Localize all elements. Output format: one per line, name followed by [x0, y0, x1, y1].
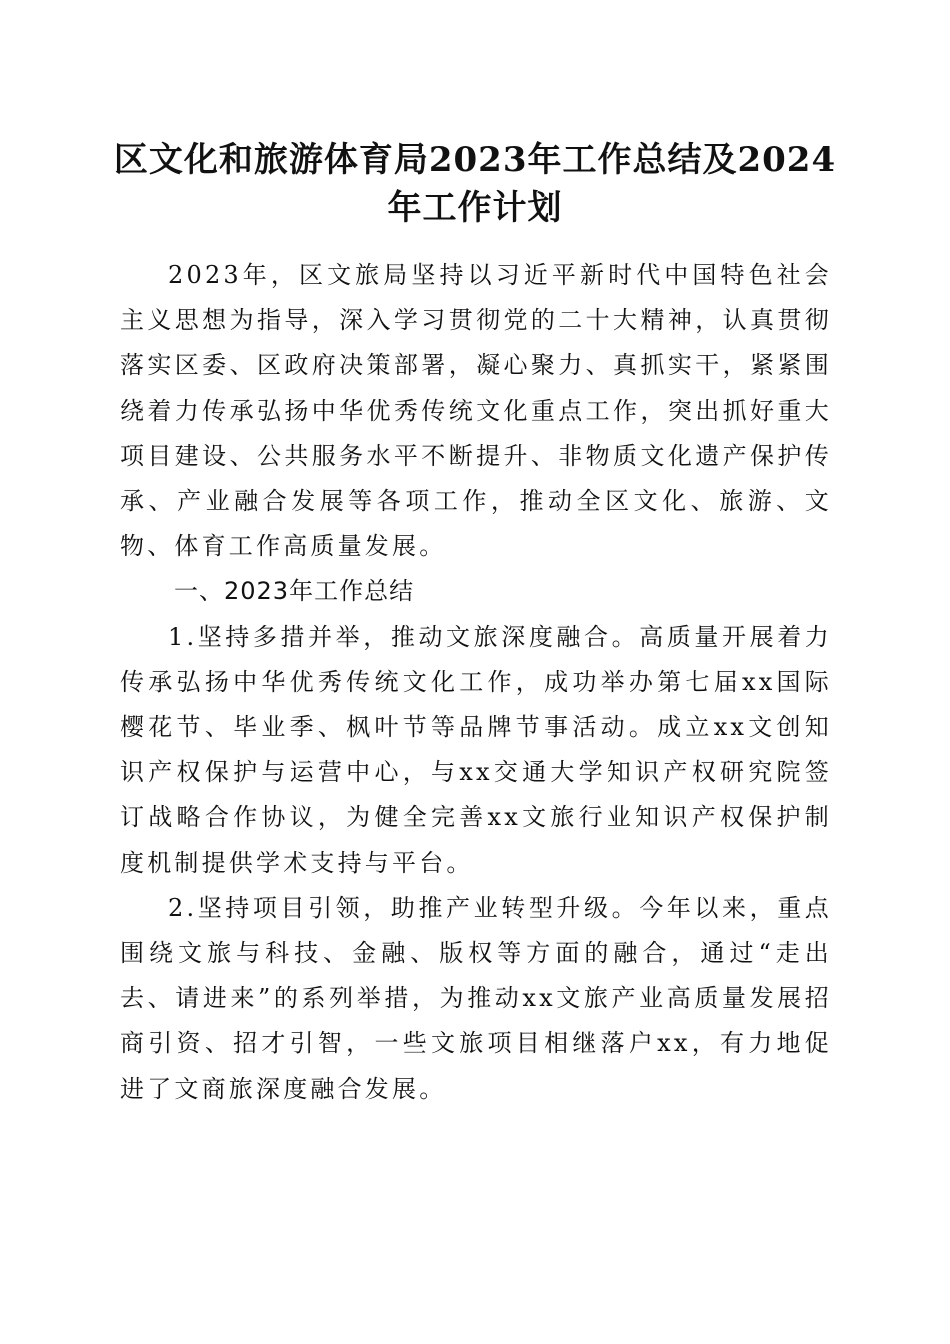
intro-paragraph: 2023年，区文旅局坚持以习近平新时代中国特色社会主义思想为指导，深入学习贯彻党的二十大精神，认真贯彻落实区委、区政府决策部署，凝心聚力、真抓实干，紧紧围绕着力传承弘扬中华优秀传统文化重点工作，突出抓好重大项目建设、公共服务水平不断提升、非物质文化遗产保护传承、产业融合发展等各项工作，推动全区文化、旅游、文物、体育工作高质量发展。 [120, 261, 832, 561]
summary-item-2: 2.坚持项目引领，助推产业转型升级。今年以来，重点围绕文旅与科技、金融、版权等方面的融合，通过“走出去、请进来”的系列举措，为推动xx文旅产业高质量发展招商引资、招才引智，一些文旅项目相继落户xx，有力地促进了文商旅深度融合发展。 [120, 893, 832, 1103]
title-line-1: 区文化和旅游体育局2023年工作总结及2024 [113, 140, 837, 180]
section-heading-summary: 一、2023年工作总结 [174, 577, 415, 606]
document-title [100, 136, 850, 232]
document-body [120, 253, 832, 1112]
summary-item-1: 1.坚持多措并举，推动文旅深度融合。高质量开展着力传承弘扬中华优秀传统文化工作，成功举办第七届xx国际樱花节、毕业季、枫叶节等品牌节事活动。成立xx文创知识产权保护与运营中心，与xx交通大学知识产权研究院签订战略合作协议，为健全完善xx文旅行业知识产权保护制度机制提供学术支持与平台。 [120, 622, 832, 877]
title-line-2: 年工作计划 [387, 188, 563, 228]
